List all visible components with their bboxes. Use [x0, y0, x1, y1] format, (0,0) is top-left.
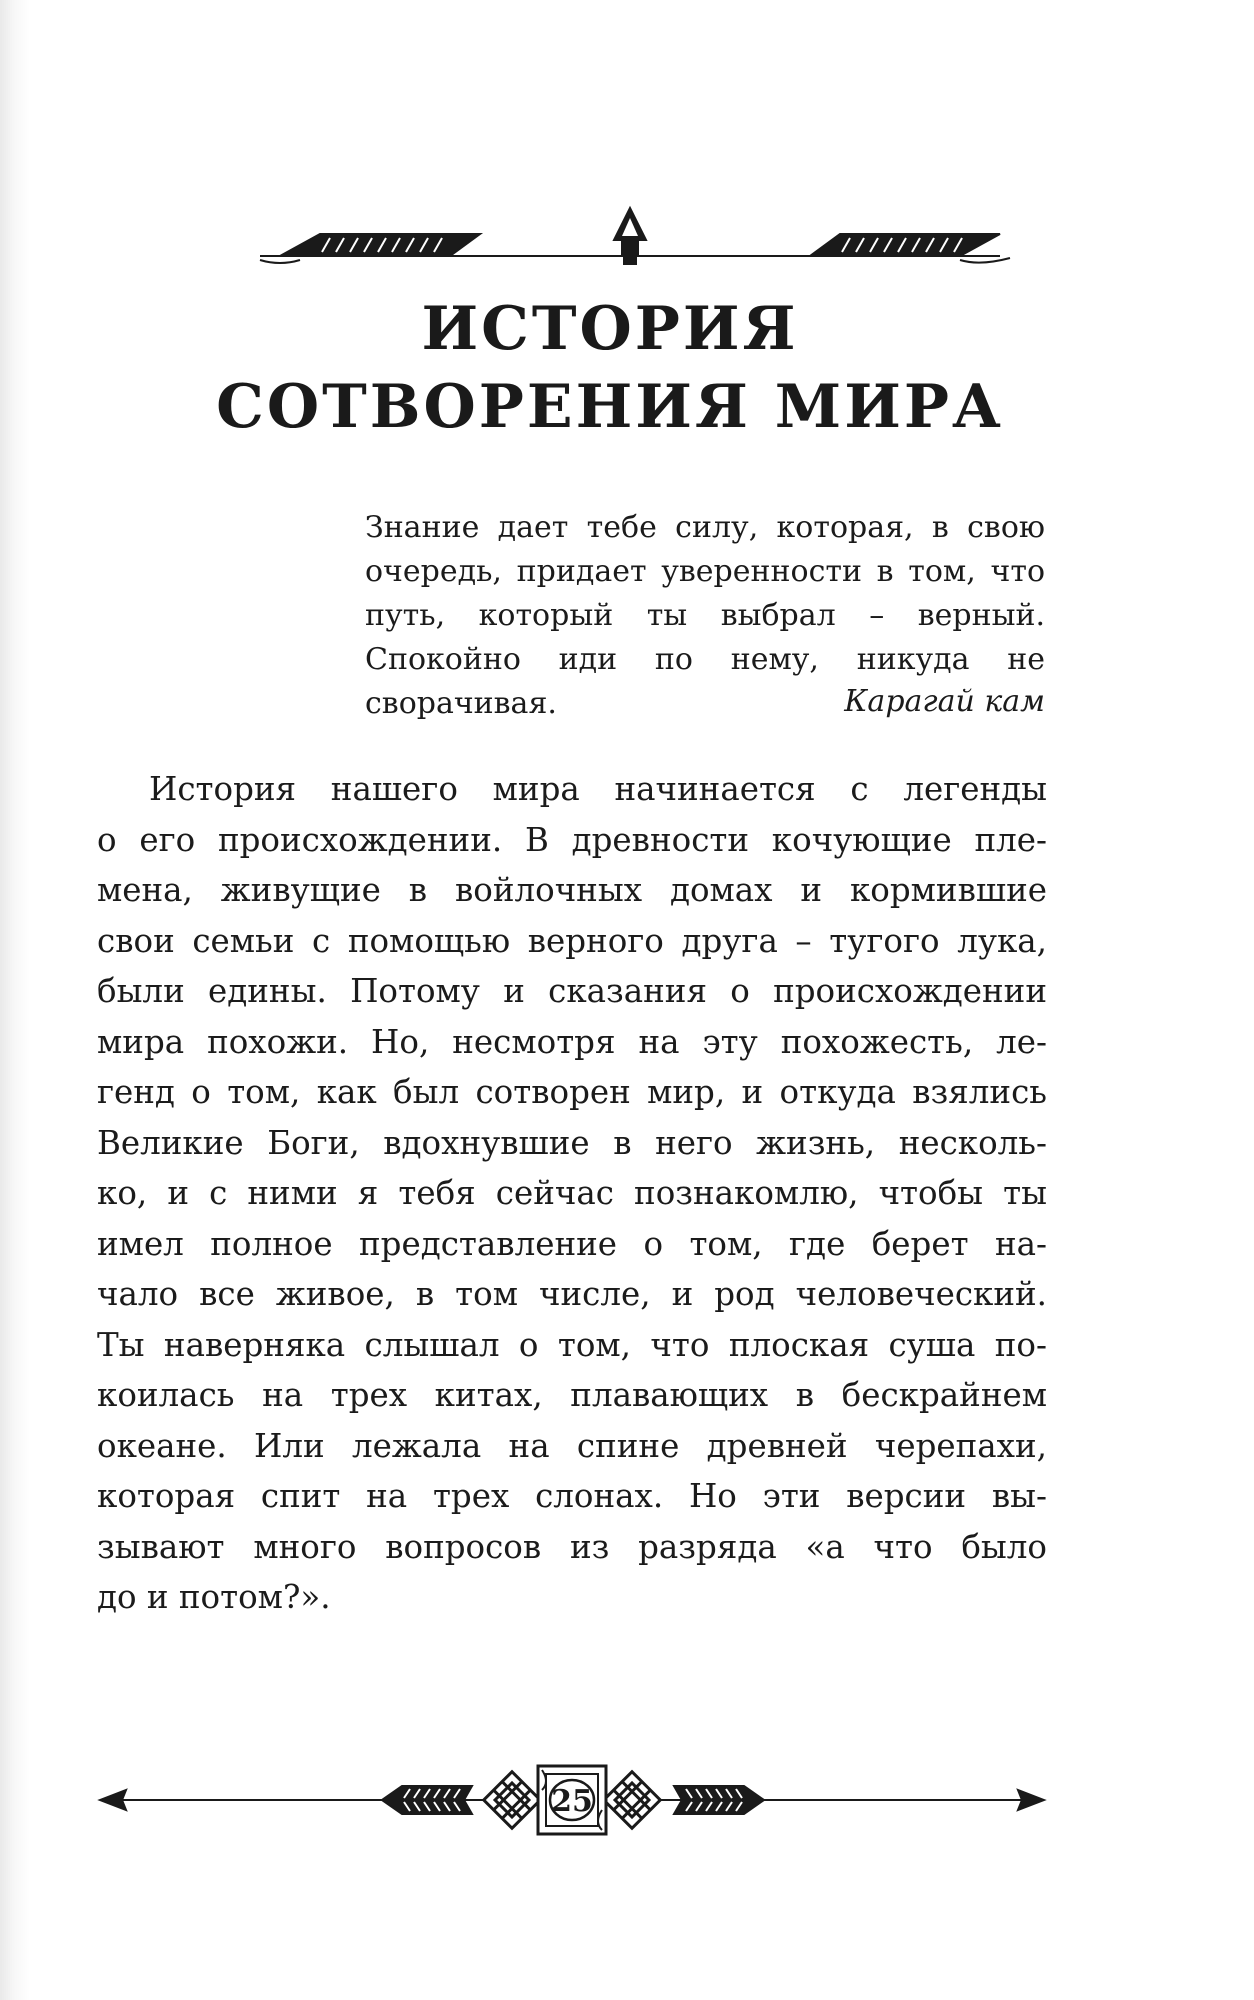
body-line: Ты наверняка слышал о том, что плоская суша по- [97, 1325, 1047, 1364]
epigraph-text: Знание дает тебе силу, которая, в свою очередь, придает уверенности в том, что путь, который ты выбрал – верный. Спокойно иди по нему, никуда не сворачивая. [365, 510, 1045, 721]
chapter-title-line-1: ИСТОРИЯ [421, 294, 799, 364]
body-line: имел полное представление о том, где берет на- [97, 1224, 1047, 1263]
body-line: мира похожи. Но, несмотря на эту похожесть, ле- [97, 1022, 1047, 1061]
body-line: Великие Боги, вдохнувшие в него жизнь, несколь- [97, 1123, 1047, 1162]
body-line: коилась на трех китах, плавающих в бескрайнем [97, 1376, 1047, 1414]
page-number: 25 [551, 1784, 593, 1819]
body-line: История нашего мира начинается с легенды [149, 770, 1047, 808]
body-line: были едины. Потому и сказания о происхождении [97, 972, 1047, 1010]
body-line: которая спит на трех слонах. Но эти версии вы- [97, 1477, 1047, 1515]
body-line: чало все живое, в том числе, и род человеческий. [97, 1275, 1047, 1313]
arrow-ornament-bottom [92, 1760, 1052, 1840]
epigraph-author: Карагай кам [844, 684, 1045, 719]
body-line: зывают много вопросов из разряда «а что было [97, 1527, 1047, 1566]
body-line: мена, живущие в войлочных домах и кормившие [97, 871, 1047, 909]
chapter-title [100, 290, 1120, 446]
body-line: генд о том, как был сотворен мир, и откуда взялись [97, 1073, 1047, 1111]
body-line: о его происхождении. В древности кочующие пле- [97, 820, 1047, 859]
arrow-ornament-top [220, 200, 1040, 280]
body-line: океане. Или лежала на спине древней черепахи, [97, 1426, 1047, 1465]
body-line: ко, и с ними я тебя сейчас познакомлю, чтобы ты [97, 1174, 1047, 1212]
body-paragraph [97, 764, 1047, 1623]
chapter-title-line-2: СОТВОРЕНИЯ МИРА [216, 372, 1004, 442]
body-line: до и потом?». [97, 1578, 331, 1616]
body-line: свои семьи с помощью верного друга – тугого лука, [97, 921, 1047, 960]
